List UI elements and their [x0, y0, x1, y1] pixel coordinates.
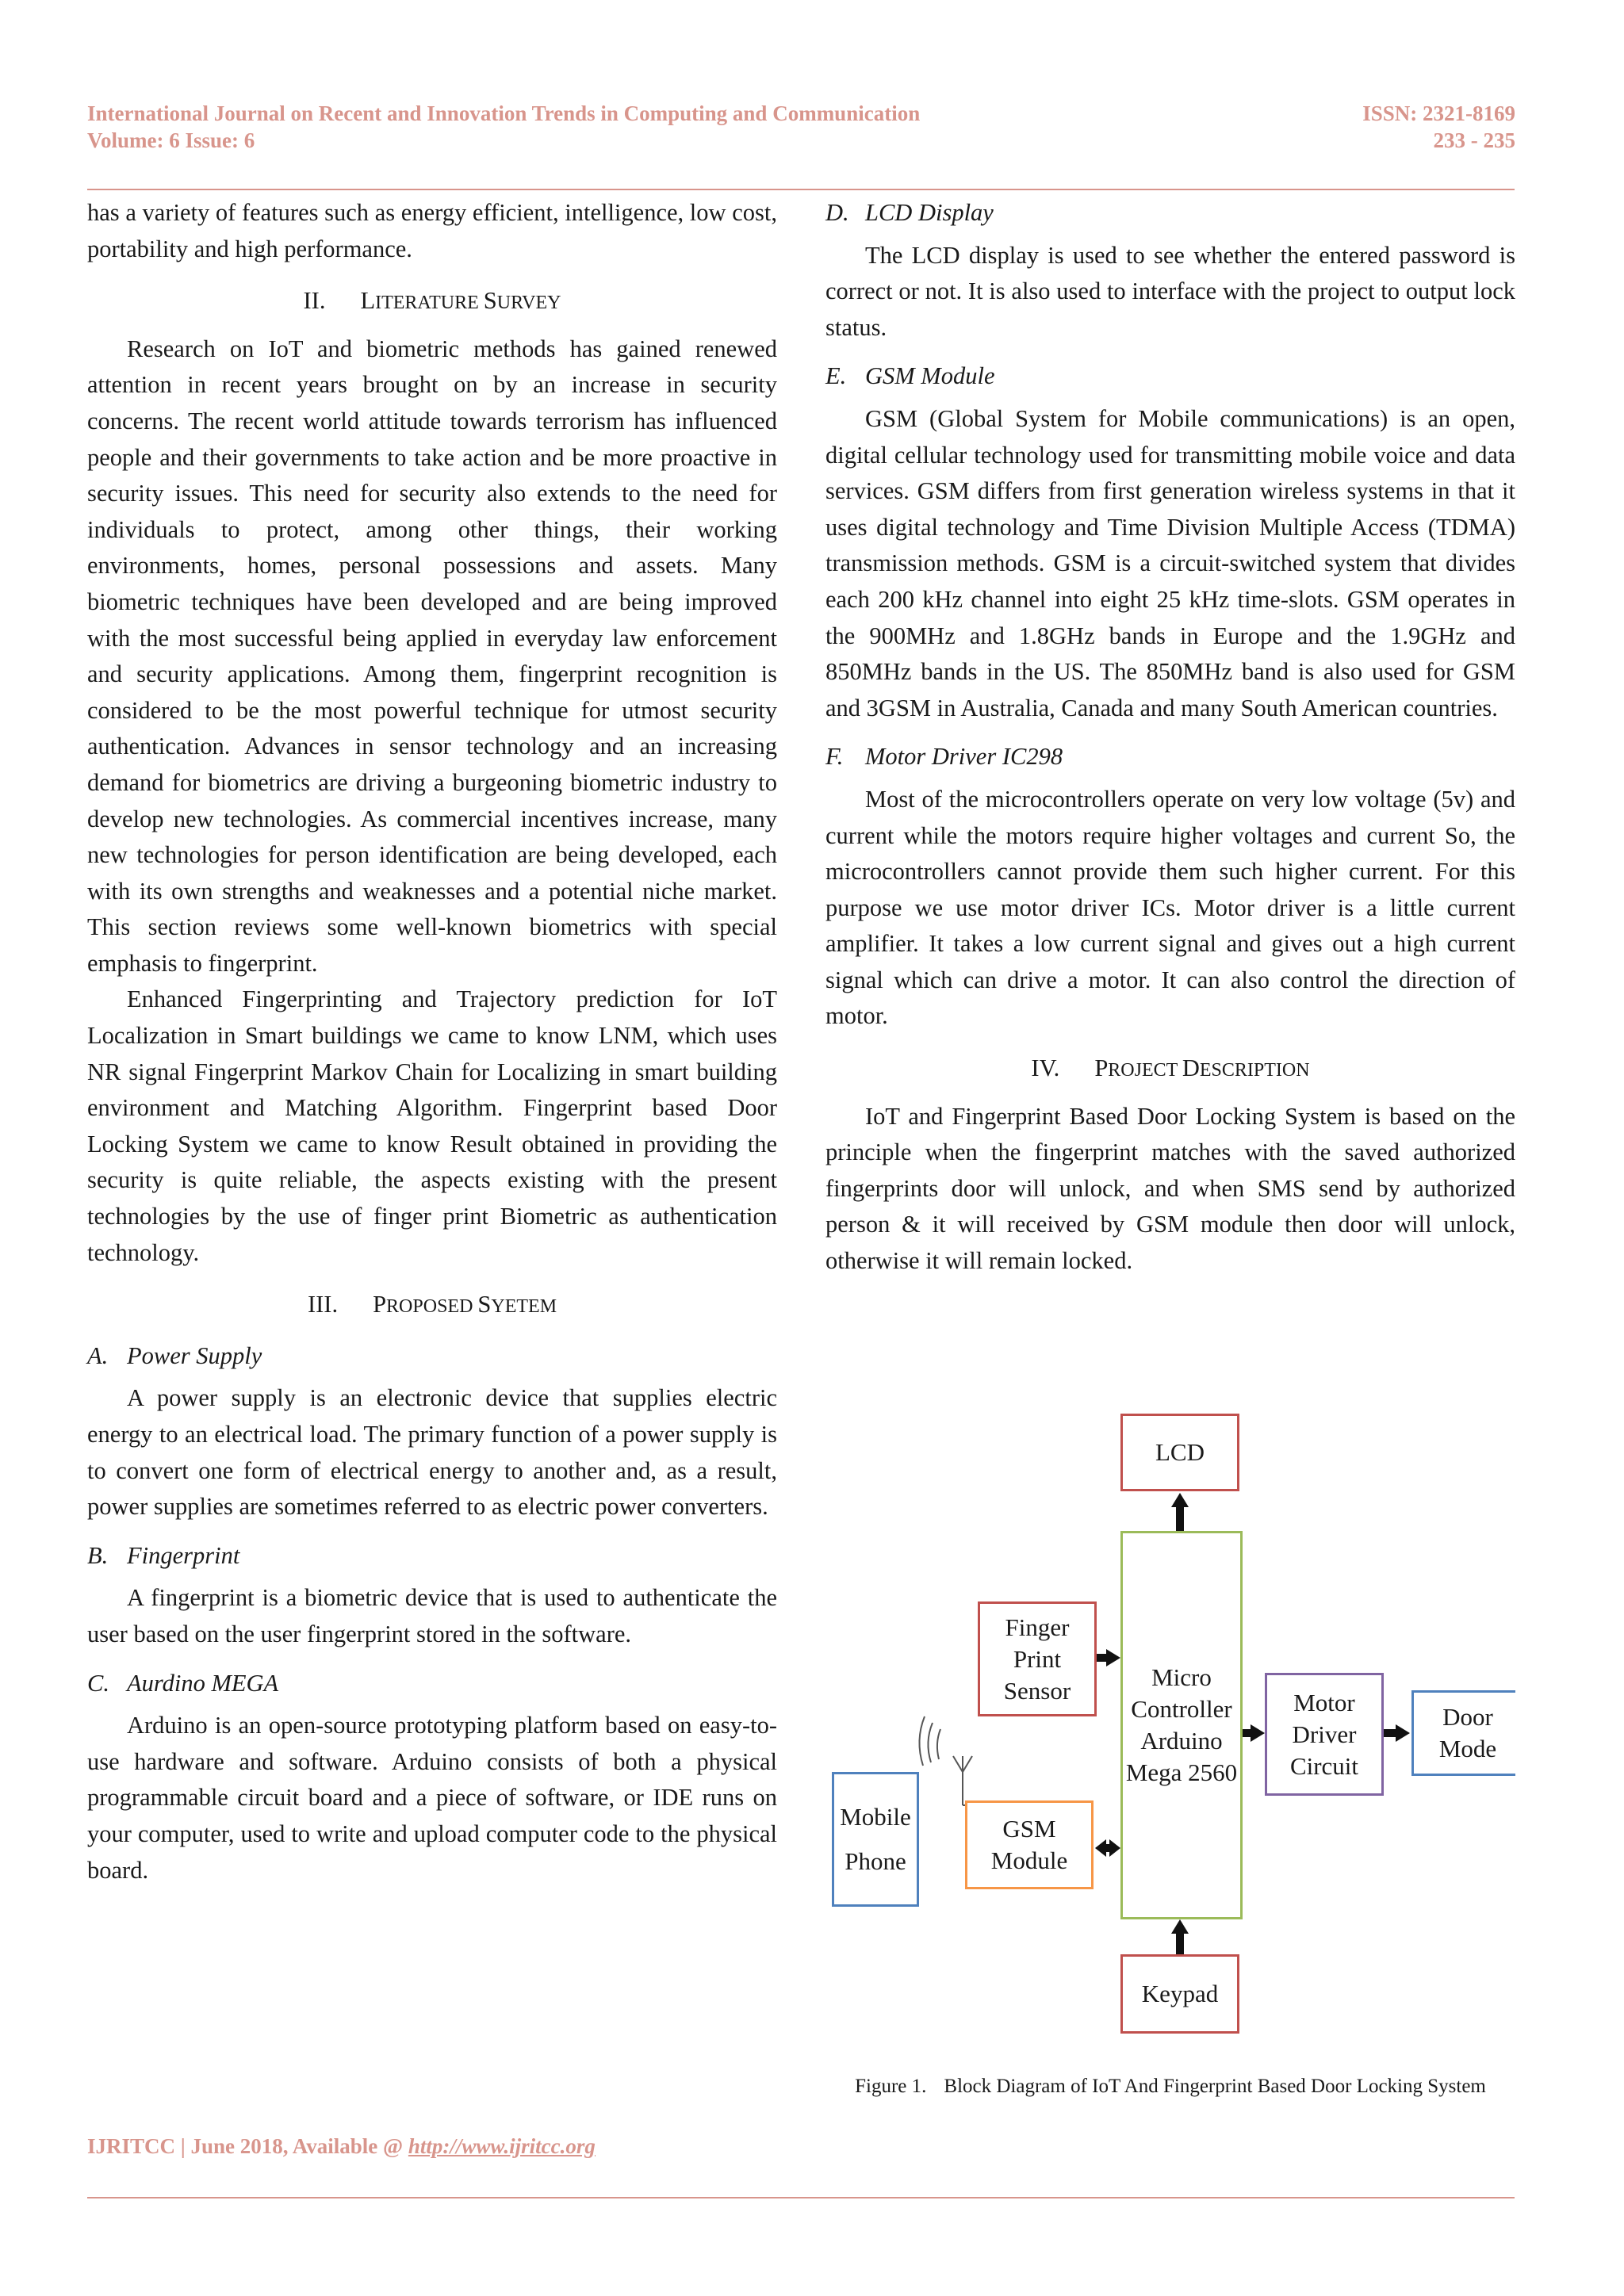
- literature-paragraph-1: Research on IoT and biometric methods has gained renewed attention in recent years brought on by an increase in security concerns. The recent world attitude towards terrorism has influenced people and their governments to take action and be more proactive in security issues. This need for security also extends to the need for individuals to protect, among other things, their working environments, homes, personal possessions and assets. Many biometric techniques have been developed and are being improved with the most successful being applied in everyday law enforcement and security applications. Among them, fingerprint recognition is considered to be the most powerful technique for utmost security authentication. Advances in sensor technology and an increasing demand for biometrics are driving a burgeoning biometric industry to develop new technologies. As commercial incentives increase, many new technologies for person identification are being developed, each with its own strengths and weaknesses and a potential niche market. This section reviews some well-known biometrics with special emphasis to fingerprint.: [87, 335, 777, 977]
- section-heading-literature-survey: II. LITERATURE SURVEY: [303, 287, 561, 315]
- lcd-paragraph: The LCD display is used to see whether the entered password is correct or not. It is also used to interface with the project to output lock status.: [825, 241, 1515, 341]
- lcd-block: LCD: [1120, 1414, 1239, 1491]
- subsection-heading-power-supply: A. Power Supply: [87, 1341, 262, 1369]
- arrowhead-up-icon: [1171, 1493, 1189, 1507]
- arrow-keypad-to-mc: [1176, 1932, 1184, 1954]
- block-diagram: [825, 1407, 1515, 2042]
- figure-caption-text: Block Diagram of IoT And Fingerprint Based Door Locking System: [944, 2076, 1486, 2097]
- arrow-mc-to-lcd: [1176, 1507, 1184, 1531]
- journal-title: International Journal on Recent and Innovation Trends in Computing and Communication: [87, 101, 921, 125]
- arduino-paragraph: Arduino is an open-source prototyping platform based on easy-to-use hardware and software. Arduino consists of both a physical programmable circuit board and a piece of software, or IDE runs on your computer, used to write and upload computer code to the physical board.: [87, 1712, 777, 1884]
- arrowhead-right-icon: [1109, 1839, 1120, 1857]
- journal-link[interactable]: http://www.ijritcc.org: [408, 2134, 596, 2158]
- left-column: [87, 195, 777, 1888]
- mobile-phone-block: Mobile Phone: [832, 1772, 919, 1907]
- door-mode-block: Door Mode: [1411, 1690, 1515, 1776]
- gsm-module-block: GSM Module: [965, 1800, 1094, 1889]
- gsm-paragraph: GSM (Global System for Mobile communications) is an open, digital cellular technology used for transmitting mobile voice and data services. GSM differs from first generation wireless systems in that it uses digital technology and Time Division Multiple Access (TDMA) transmission methods. GSM is a circuit-switched system that divides each 200 kHz channel into eight 25 kHz time-slots. GSM operates in the 900MHz and 1.8GHz bands in Europe and the 1.9GHz and 850MHz bands in the US. The 850MHz band is also used for GSM and 3GSM in Australia, Canada and many South American countries.: [825, 404, 1515, 721]
- arrowhead-right-icon: [1106, 1649, 1120, 1667]
- volume-issue: Volume: 6 Issue: 6: [87, 128, 255, 152]
- page-footer: [87, 2134, 596, 2159]
- right-column: [825, 195, 1515, 1280]
- section-heading-proposed-system: III. PROPOSED SYETEM: [307, 1291, 557, 1318]
- subsection-heading-fingerprint: B. Fingerprint: [87, 1541, 240, 1569]
- figure-label: Figure 1.: [855, 2076, 927, 2097]
- signal-antenna-icon: [909, 1709, 996, 1812]
- power-supply-paragraph: A power supply is an electronic device that supplies electric energy to an electrical load. The primary function of a power supply is to convert one form of electrical energy to another and, as a result, power supplies are sometimes referred to as electric power converters.: [87, 1384, 777, 1521]
- arrowhead-right-icon: [1396, 1724, 1410, 1742]
- footer-rule: [87, 2197, 1515, 2198]
- running-header-left: [87, 100, 920, 154]
- subsection-heading-gsm: E. GSM Module: [825, 362, 995, 390]
- figure-caption: [825, 2074, 1515, 2099]
- literature-paragraph-2: Enhanced Fingerprinting and Trajectory prediction for IoT Localization in Smart buildings we came to know LNM, which uses NR signal Fingerprint Markov Chain for Localizing in smart building environment and Matching Algorithm. Fingerprint based Door Locking System we came to know Result obtained in providing the security is quite reliable, the aspects existing with the present technologies by the use of finger print Biometric as authentication technology.: [87, 985, 777, 1266]
- footer-text: IJRITCC | June 2018, Available @: [87, 2134, 408, 2158]
- subsection-heading-arduino: C. Aurdino MEGA: [87, 1669, 279, 1697]
- microcontroller-block: Micro Controller Arduino Mega 2560: [1120, 1531, 1243, 1919]
- motor-driver-paragraph: Most of the microcontrollers operate on very low voltage (5v) and current while the motors require higher voltages and current So, the microcontrollers cannot provide them such higher current. For this purpose we use motor driver ICs. Motor driver is a little current amplifier. It takes a low current signal and gives out a high current signal which can drive a motor. It can also control the direction of motor.: [825, 785, 1515, 1030]
- intro-tail-paragraph: has a variety of features such as energy efficient, intelligence, low cost, portability and high performance.: [87, 199, 777, 262]
- section-heading-project-description: IV. PROJECT DESCRIPTION: [1031, 1054, 1310, 1082]
- subsection-heading-motor-driver: F. Motor Driver IC298: [825, 743, 1063, 771]
- running-header-right: [1362, 100, 1515, 154]
- header-rule: [87, 189, 1515, 190]
- arrowhead-up-icon: [1171, 1919, 1189, 1934]
- fingerprint-sensor-block: Finger Print Sensor: [978, 1601, 1097, 1716]
- subsection-heading-lcd: D. LCD Display: [825, 199, 994, 226]
- keypad-block: Keypad: [1120, 1954, 1239, 2034]
- fingerprint-paragraph: A fingerprint is a biometric device that is used to authenticate the user based on the user fingerprint stored in the software.: [87, 1584, 777, 1647]
- project-description-paragraph: IoT and Fingerprint Based Door Locking System is based on the principle when the fingerprint matches with the saved authorized fingerprints door will unlock, and when SMS send by authorized person & it will received by GSM module then door will unlock, otherwise it will remain locked.: [825, 1102, 1515, 1275]
- arrowhead-right-icon: [1251, 1724, 1265, 1742]
- issn: ISSN: 2321-8169: [1362, 101, 1515, 125]
- page-range: 233 - 235: [1433, 128, 1515, 152]
- motor-driver-block: Motor Driver Circuit: [1265, 1673, 1384, 1796]
